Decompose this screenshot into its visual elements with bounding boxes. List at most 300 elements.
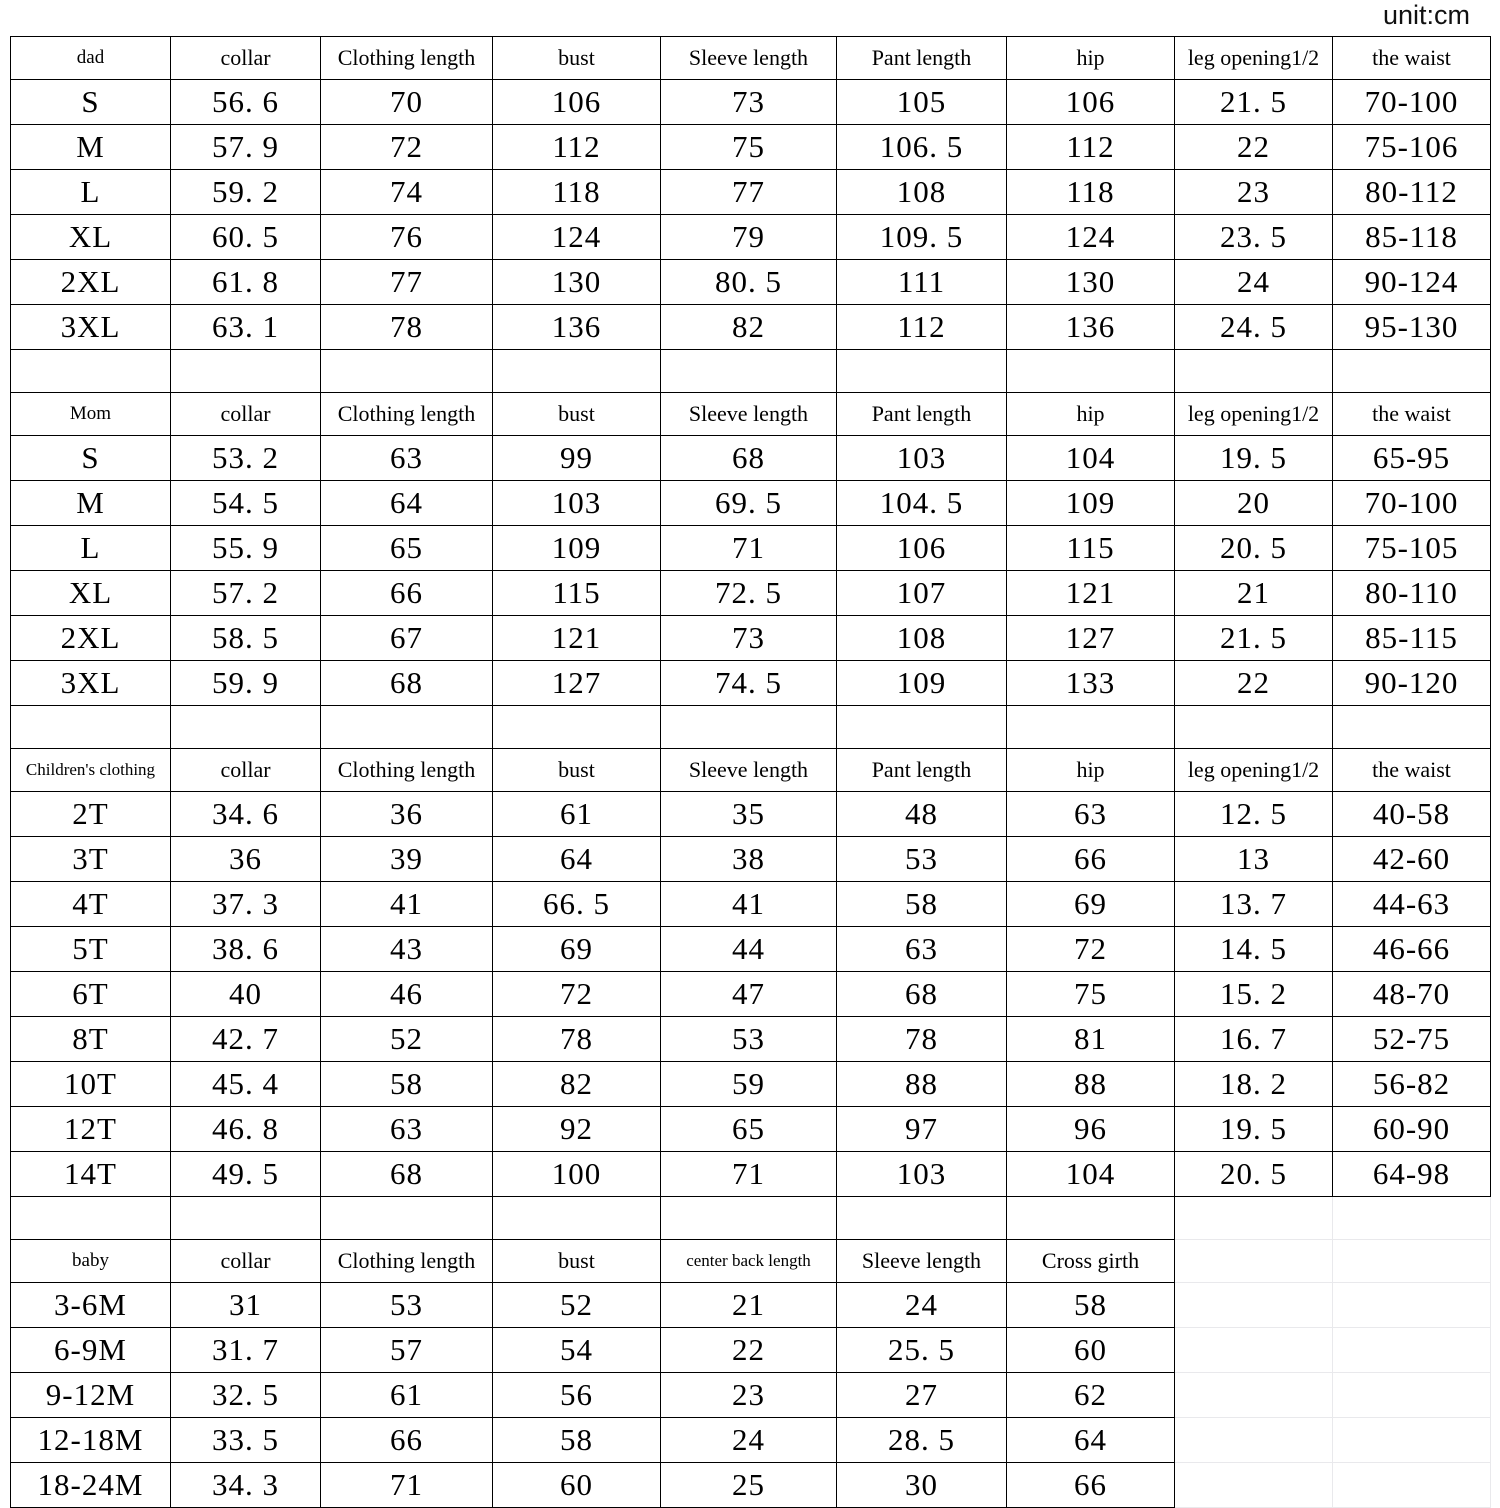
cell: 58 bbox=[493, 1418, 661, 1463]
table-row bbox=[11, 1283, 1491, 1328]
header-cell: Pant length bbox=[837, 749, 1007, 792]
cell: 59. 2 bbox=[171, 170, 321, 215]
cell: 82 bbox=[661, 305, 837, 350]
cell: 112 bbox=[837, 305, 1007, 350]
table-row bbox=[11, 661, 1491, 706]
cell: 22 bbox=[1175, 661, 1333, 706]
cell-size: 3T bbox=[11, 837, 171, 882]
cell: 65 bbox=[321, 526, 493, 571]
table-row bbox=[11, 571, 1491, 616]
cell: 21 bbox=[661, 1283, 837, 1328]
header-cell: Clothing length bbox=[321, 1240, 493, 1283]
cell-size: 2XL bbox=[11, 260, 171, 305]
spacer-cell bbox=[1007, 350, 1175, 393]
cell: 104. 5 bbox=[837, 481, 1007, 526]
header-cell: the waist bbox=[1333, 749, 1491, 792]
cell: 100 bbox=[493, 1152, 661, 1197]
cell: 115 bbox=[1007, 526, 1175, 571]
cell-size: 6-9M bbox=[11, 1328, 171, 1373]
cell: 63 bbox=[837, 927, 1007, 972]
cell: 42. 7 bbox=[171, 1017, 321, 1062]
cell: 74 bbox=[321, 170, 493, 215]
spacer-cell bbox=[1333, 350, 1491, 393]
cell: 60 bbox=[493, 1463, 661, 1508]
cell: 66 bbox=[1007, 1463, 1175, 1508]
cell: 61 bbox=[493, 792, 661, 837]
cell: 58 bbox=[321, 1062, 493, 1107]
cell: 56. 6 bbox=[171, 80, 321, 125]
cell-size: 6T bbox=[11, 972, 171, 1017]
cell: 52 bbox=[321, 1017, 493, 1062]
cell: 72 bbox=[493, 972, 661, 1017]
cell: 75-105 bbox=[1333, 526, 1491, 571]
cell: 106 bbox=[493, 80, 661, 125]
table-row bbox=[11, 481, 1491, 526]
table-header-row-mom bbox=[11, 393, 1491, 436]
cell: 109 bbox=[1007, 481, 1175, 526]
cell: 24 bbox=[1175, 260, 1333, 305]
header-cell: the waist bbox=[1333, 37, 1491, 80]
cell: 88 bbox=[837, 1062, 1007, 1107]
header-cell: Sleeve length bbox=[661, 37, 837, 80]
spacer-cell bbox=[321, 1197, 493, 1240]
cell: 56-82 bbox=[1333, 1062, 1491, 1107]
spacer-cell bbox=[1175, 706, 1333, 749]
cell: 61. 8 bbox=[171, 260, 321, 305]
empty-cell bbox=[1333, 1418, 1491, 1463]
header-cell: hip bbox=[1007, 37, 1175, 80]
cell: 23. 5 bbox=[1175, 215, 1333, 260]
cell-size: 5T bbox=[11, 927, 171, 972]
cell: 15. 2 bbox=[1175, 972, 1333, 1017]
cell: 58 bbox=[1007, 1283, 1175, 1328]
spacer-cell-empty bbox=[1333, 1197, 1491, 1240]
cell: 69 bbox=[1007, 882, 1175, 927]
table-row bbox=[11, 882, 1491, 927]
cell: 103 bbox=[493, 481, 661, 526]
cell-size: 12T bbox=[11, 1107, 171, 1152]
cell: 70-100 bbox=[1333, 80, 1491, 125]
cell: 75 bbox=[661, 125, 837, 170]
empty-cell bbox=[1333, 1373, 1491, 1418]
cell: 64 bbox=[1007, 1418, 1175, 1463]
cell: 82 bbox=[493, 1062, 661, 1107]
cell-size: 9-12M bbox=[11, 1373, 171, 1418]
cell: 136 bbox=[493, 305, 661, 350]
cell: 73 bbox=[661, 80, 837, 125]
empty-cell bbox=[1333, 1240, 1491, 1283]
empty-cell bbox=[1333, 1328, 1491, 1373]
table-row bbox=[11, 837, 1491, 882]
cell: 12. 5 bbox=[1175, 792, 1333, 837]
spacer-cell bbox=[661, 350, 837, 393]
cell: 111 bbox=[837, 260, 1007, 305]
header-cell: bust bbox=[493, 1240, 661, 1283]
cell-size: 18-24M bbox=[11, 1463, 171, 1508]
cell-size: M bbox=[11, 481, 171, 526]
table-row bbox=[11, 125, 1491, 170]
cell: 36 bbox=[171, 837, 321, 882]
cell: 63 bbox=[321, 436, 493, 481]
cell-size: 4T bbox=[11, 882, 171, 927]
cell: 75 bbox=[1007, 972, 1175, 1017]
cell: 24 bbox=[837, 1283, 1007, 1328]
cell: 124 bbox=[493, 215, 661, 260]
cell: 60-90 bbox=[1333, 1107, 1491, 1152]
cell: 20 bbox=[1175, 481, 1333, 526]
table-row bbox=[11, 1107, 1491, 1152]
cell: 71 bbox=[661, 1152, 837, 1197]
cell: 68 bbox=[661, 436, 837, 481]
cell: 80. 5 bbox=[661, 260, 837, 305]
cell: 65-95 bbox=[1333, 436, 1491, 481]
cell: 31. 7 bbox=[171, 1328, 321, 1373]
cell-size: 2T bbox=[11, 792, 171, 837]
header-cell: Sleeve length bbox=[661, 393, 837, 436]
table-row bbox=[11, 526, 1491, 571]
cell: 22 bbox=[1175, 125, 1333, 170]
cell: 30 bbox=[837, 1463, 1007, 1508]
header-cell: baby bbox=[11, 1240, 171, 1283]
cell: 71 bbox=[321, 1463, 493, 1508]
cell: 23 bbox=[1175, 170, 1333, 215]
table-row bbox=[11, 1373, 1491, 1418]
cell: 60 bbox=[1007, 1328, 1175, 1373]
cell: 104 bbox=[1007, 1152, 1175, 1197]
cell: 57 bbox=[321, 1328, 493, 1373]
cell: 69. 5 bbox=[661, 481, 837, 526]
cell-size: S bbox=[11, 436, 171, 481]
cell: 72 bbox=[1007, 927, 1175, 972]
cell: 68 bbox=[321, 1152, 493, 1197]
cell: 118 bbox=[1007, 170, 1175, 215]
cell: 99 bbox=[493, 436, 661, 481]
cell: 109 bbox=[837, 661, 1007, 706]
cell: 75-106 bbox=[1333, 125, 1491, 170]
size-chart-table bbox=[10, 36, 1491, 1508]
cell: 33. 5 bbox=[171, 1418, 321, 1463]
table-row bbox=[11, 170, 1491, 215]
cell: 65 bbox=[661, 1107, 837, 1152]
cell: 38 bbox=[661, 837, 837, 882]
cell: 38. 6 bbox=[171, 927, 321, 972]
cell: 69 bbox=[493, 927, 661, 972]
cell: 106. 5 bbox=[837, 125, 1007, 170]
empty-cell bbox=[1175, 1240, 1333, 1283]
cell: 21. 5 bbox=[1175, 616, 1333, 661]
cell: 31 bbox=[171, 1283, 321, 1328]
table-header-row-dad bbox=[11, 37, 1491, 80]
spacer-cell bbox=[493, 350, 661, 393]
cell: 97 bbox=[837, 1107, 1007, 1152]
table-row bbox=[11, 305, 1491, 350]
cell: 130 bbox=[493, 260, 661, 305]
header-cell: Clothing length bbox=[321, 37, 493, 80]
header-cell: Pant length bbox=[837, 393, 1007, 436]
cell: 34. 3 bbox=[171, 1463, 321, 1508]
table-row bbox=[11, 1152, 1491, 1197]
cell-size: XL bbox=[11, 215, 171, 260]
cell: 58 bbox=[837, 882, 1007, 927]
cell: 53 bbox=[661, 1017, 837, 1062]
cell: 109 bbox=[493, 526, 661, 571]
cell: 54. 5 bbox=[171, 481, 321, 526]
spacer-cell bbox=[321, 706, 493, 749]
header-cell: Sleeve length bbox=[837, 1240, 1007, 1283]
cell-size: 2XL bbox=[11, 616, 171, 661]
table-row bbox=[11, 1418, 1491, 1463]
cell: 70-100 bbox=[1333, 481, 1491, 526]
spacer-cell bbox=[837, 1197, 1007, 1240]
cell: 25 bbox=[661, 1463, 837, 1508]
cell: 59. 9 bbox=[171, 661, 321, 706]
spacer-cell-empty bbox=[1175, 1197, 1333, 1240]
cell: 72 bbox=[321, 125, 493, 170]
table-row bbox=[11, 260, 1491, 305]
header-cell: bust bbox=[493, 37, 661, 80]
header-cell: center back length bbox=[661, 1240, 837, 1283]
cell: 45. 4 bbox=[171, 1062, 321, 1107]
cell-size: 8T bbox=[11, 1017, 171, 1062]
cell: 104 bbox=[1007, 436, 1175, 481]
cell-size: M bbox=[11, 125, 171, 170]
table-row bbox=[11, 616, 1491, 661]
header-cell: collar bbox=[171, 1240, 321, 1283]
cell: 46 bbox=[321, 972, 493, 1017]
table-row bbox=[11, 436, 1491, 481]
table-row bbox=[11, 215, 1491, 260]
empty-cell bbox=[1175, 1283, 1333, 1328]
table-row bbox=[11, 1463, 1491, 1508]
header-cell: Clothing length bbox=[321, 393, 493, 436]
cell: 90-124 bbox=[1333, 260, 1491, 305]
spacer-cell bbox=[171, 706, 321, 749]
spacer-cell bbox=[661, 706, 837, 749]
cell: 24 bbox=[661, 1418, 837, 1463]
header-cell: leg opening1/2 bbox=[1175, 749, 1333, 792]
cell: 36 bbox=[321, 792, 493, 837]
cell-size: L bbox=[11, 170, 171, 215]
spacer-cell bbox=[1007, 1197, 1175, 1240]
header-cell: the waist bbox=[1333, 393, 1491, 436]
cell: 77 bbox=[661, 170, 837, 215]
cell-size: 14T bbox=[11, 1152, 171, 1197]
cell: 66 bbox=[321, 1418, 493, 1463]
cell: 85-118 bbox=[1333, 215, 1491, 260]
cell: 66 bbox=[1007, 837, 1175, 882]
header-cell: leg opening1/2 bbox=[1175, 37, 1333, 80]
cell-size: 3-6M bbox=[11, 1283, 171, 1328]
cell: 53. 2 bbox=[171, 436, 321, 481]
table-row bbox=[11, 1017, 1491, 1062]
cell: 64 bbox=[493, 837, 661, 882]
cell: 48 bbox=[837, 792, 1007, 837]
cell: 78 bbox=[493, 1017, 661, 1062]
cell: 44 bbox=[661, 927, 837, 972]
header-cell: leg opening1/2 bbox=[1175, 393, 1333, 436]
cell: 78 bbox=[321, 305, 493, 350]
spacer-cell bbox=[837, 706, 1007, 749]
cell: 78 bbox=[837, 1017, 1007, 1062]
cell: 68 bbox=[321, 661, 493, 706]
cell: 53 bbox=[837, 837, 1007, 882]
empty-cell bbox=[1333, 1463, 1491, 1508]
cell: 37. 3 bbox=[171, 882, 321, 927]
cell: 42-60 bbox=[1333, 837, 1491, 882]
spacer-cell bbox=[1333, 706, 1491, 749]
cell: 52-75 bbox=[1333, 1017, 1491, 1062]
cell: 121 bbox=[1007, 571, 1175, 616]
cell-size: 10T bbox=[11, 1062, 171, 1107]
empty-cell bbox=[1333, 1283, 1491, 1328]
cell: 21 bbox=[1175, 571, 1333, 616]
cell: 20. 5 bbox=[1175, 1152, 1333, 1197]
cell: 76 bbox=[321, 215, 493, 260]
cell: 130 bbox=[1007, 260, 1175, 305]
cell: 73 bbox=[661, 616, 837, 661]
cell: 59 bbox=[661, 1062, 837, 1107]
cell: 85-115 bbox=[1333, 616, 1491, 661]
cell: 43 bbox=[321, 927, 493, 972]
header-cell: bust bbox=[493, 749, 661, 792]
spacer-cell bbox=[171, 350, 321, 393]
cell: 18. 2 bbox=[1175, 1062, 1333, 1107]
cell: 58. 5 bbox=[171, 616, 321, 661]
header-cell: Pant length bbox=[837, 37, 1007, 80]
cell: 127 bbox=[1007, 616, 1175, 661]
header-cell: dad bbox=[11, 37, 171, 80]
spacer-cell bbox=[11, 350, 171, 393]
cell: 90-120 bbox=[1333, 661, 1491, 706]
cell: 108 bbox=[837, 170, 1007, 215]
cell: 47 bbox=[661, 972, 837, 1017]
table-header-row-children bbox=[11, 749, 1491, 792]
cell: 77 bbox=[321, 260, 493, 305]
cell: 32. 5 bbox=[171, 1373, 321, 1418]
cell: 71 bbox=[661, 526, 837, 571]
cell: 118 bbox=[493, 170, 661, 215]
cell-size: 3XL bbox=[11, 661, 171, 706]
cell: 52 bbox=[493, 1283, 661, 1328]
header-cell: collar bbox=[171, 749, 321, 792]
cell: 72. 5 bbox=[661, 571, 837, 616]
spacer-cell bbox=[11, 706, 171, 749]
cell: 68 bbox=[837, 972, 1007, 1017]
spacer-cell bbox=[661, 1197, 837, 1240]
cell-size: S bbox=[11, 80, 171, 125]
table-row bbox=[11, 792, 1491, 837]
empty-cell bbox=[1175, 1328, 1333, 1373]
cell: 121 bbox=[493, 616, 661, 661]
unit-label: unit:cm bbox=[1382, 0, 1470, 30]
cell: 95-130 bbox=[1333, 305, 1491, 350]
cell: 13 bbox=[1175, 837, 1333, 882]
cell: 25. 5 bbox=[837, 1328, 1007, 1373]
table-row bbox=[11, 927, 1491, 972]
cell: 22 bbox=[661, 1328, 837, 1373]
header-cell: Sleeve length bbox=[661, 749, 837, 792]
cell: 92 bbox=[493, 1107, 661, 1152]
table-row bbox=[11, 80, 1491, 125]
cell-size: 12-18M bbox=[11, 1418, 171, 1463]
cell: 88 bbox=[1007, 1062, 1175, 1107]
empty-cell bbox=[1175, 1463, 1333, 1508]
cell: 61 bbox=[321, 1373, 493, 1418]
cell: 55. 9 bbox=[171, 526, 321, 571]
cell: 28. 5 bbox=[837, 1418, 1007, 1463]
cell: 14. 5 bbox=[1175, 927, 1333, 972]
cell: 34. 6 bbox=[171, 792, 321, 837]
cell: 80-112 bbox=[1333, 170, 1491, 215]
cell: 41 bbox=[321, 882, 493, 927]
cell: 19. 5 bbox=[1175, 436, 1333, 481]
cell: 48-70 bbox=[1333, 972, 1491, 1017]
cell: 23 bbox=[661, 1373, 837, 1418]
cell-size: XL bbox=[11, 571, 171, 616]
header-cell: Clothing length bbox=[321, 749, 493, 792]
spacer-cell bbox=[321, 350, 493, 393]
spacer-row bbox=[11, 706, 1491, 749]
cell: 13. 7 bbox=[1175, 882, 1333, 927]
spacer-cell bbox=[1007, 706, 1175, 749]
cell-size: 3XL bbox=[11, 305, 171, 350]
cell: 81 bbox=[1007, 1017, 1175, 1062]
spacer-cell bbox=[171, 1197, 321, 1240]
cell: 127 bbox=[493, 661, 661, 706]
spacer-cell bbox=[837, 350, 1007, 393]
cell: 103 bbox=[837, 436, 1007, 481]
spacer-row bbox=[11, 350, 1491, 393]
cell: 40-58 bbox=[1333, 792, 1491, 837]
header-cell: collar bbox=[171, 393, 321, 436]
header-cell: Children's clothing bbox=[11, 749, 171, 792]
cell: 115 bbox=[493, 571, 661, 616]
spacer-cell bbox=[1175, 350, 1333, 393]
cell: 57. 9 bbox=[171, 125, 321, 170]
cell-size: L bbox=[11, 526, 171, 571]
cell: 109. 5 bbox=[837, 215, 1007, 260]
cell: 133 bbox=[1007, 661, 1175, 706]
cell: 105 bbox=[837, 80, 1007, 125]
header-cell: hip bbox=[1007, 393, 1175, 436]
table-row bbox=[11, 1062, 1491, 1107]
spacer-cell bbox=[493, 1197, 661, 1240]
table-row bbox=[11, 1328, 1491, 1373]
cell: 63 bbox=[321, 1107, 493, 1152]
cell: 24. 5 bbox=[1175, 305, 1333, 350]
cell: 70 bbox=[321, 80, 493, 125]
cell: 112 bbox=[1007, 125, 1175, 170]
cell: 46-66 bbox=[1333, 927, 1491, 972]
cell: 64 bbox=[321, 481, 493, 526]
cell: 39 bbox=[321, 837, 493, 882]
cell: 60. 5 bbox=[171, 215, 321, 260]
cell: 44-63 bbox=[1333, 882, 1491, 927]
cell: 54 bbox=[493, 1328, 661, 1373]
cell: 108 bbox=[837, 616, 1007, 661]
header-cell: bust bbox=[493, 393, 661, 436]
cell: 56 bbox=[493, 1373, 661, 1418]
cell: 107 bbox=[837, 571, 1007, 616]
cell: 41 bbox=[661, 882, 837, 927]
cell: 63. 1 bbox=[171, 305, 321, 350]
cell: 112 bbox=[493, 125, 661, 170]
cell: 103 bbox=[837, 1152, 1007, 1197]
cell: 124 bbox=[1007, 215, 1175, 260]
cell: 64-98 bbox=[1333, 1152, 1491, 1197]
cell: 57. 2 bbox=[171, 571, 321, 616]
cell: 46. 8 bbox=[171, 1107, 321, 1152]
